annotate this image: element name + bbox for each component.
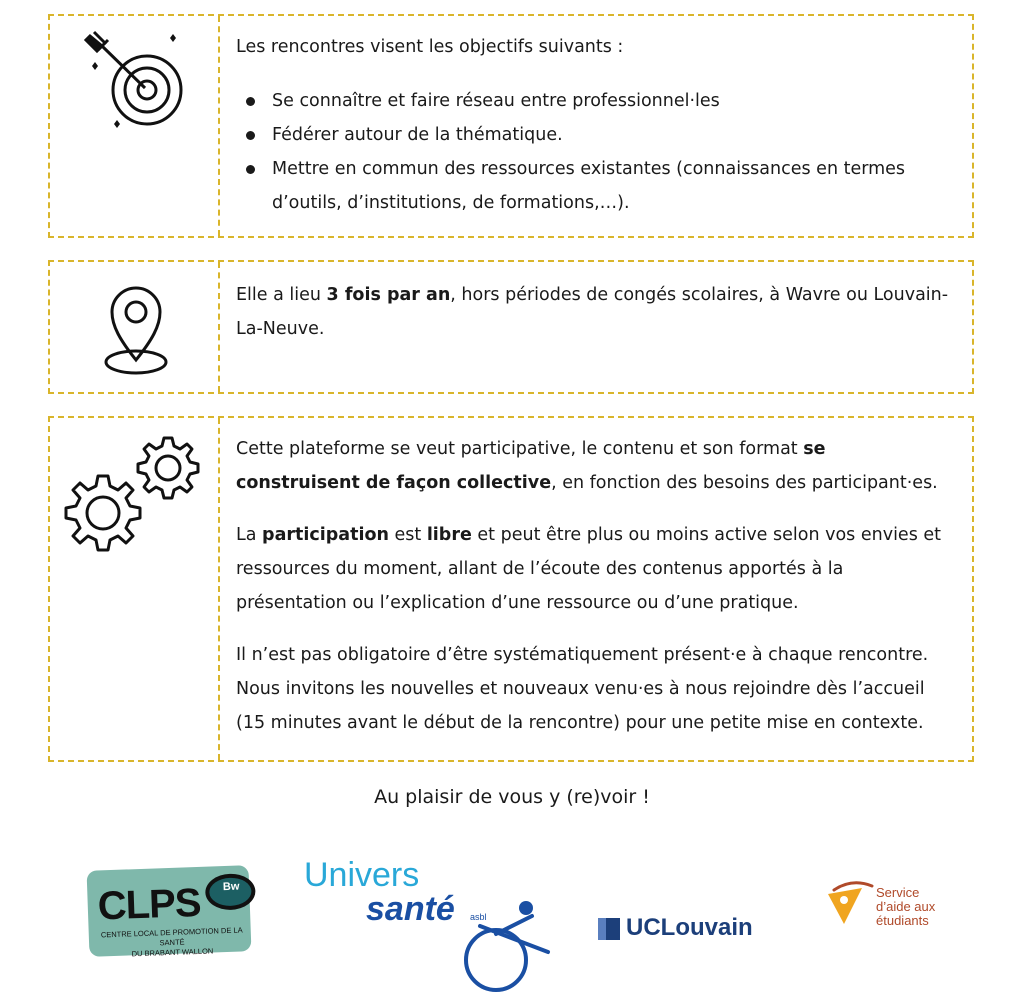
text-part: Cette plateforme se veut participative, le contenu et son format <box>236 439 804 459</box>
list-item: Mettre en commun des ressources existantes (connaissances en termes d’outils, d’institutions, de formations,…). <box>272 152 954 220</box>
sae-logo-text <box>876 886 935 928</box>
section-divider <box>218 262 220 392</box>
participation-paragraph-2 <box>236 518 954 620</box>
location-text <box>236 278 954 346</box>
uclouvain-square-accent <box>598 918 606 940</box>
list-item: Fédérer autour de la thématique. <box>272 118 954 152</box>
participation-content <box>236 432 954 740</box>
objectives-intro: Les rencontres visent les objectifs suivants : <box>236 37 624 57</box>
objectives-section <box>48 14 974 238</box>
sae-triangle-icon <box>822 876 882 936</box>
map-pin-icon <box>50 262 218 392</box>
sae-logo-line: étudiants <box>876 913 929 928</box>
univers-sante-word-1: Univers <box>304 856 420 894</box>
location-text-part: Elle a lieu <box>236 285 327 305</box>
clps-logo-word: CLPS <box>97 880 202 929</box>
univers-sante-suffix: asbl <box>470 912 487 922</box>
clps-logo-subtitle <box>97 925 248 960</box>
clps-logo-subtitle-line: CENTRE LOCAL DE PROMOTION DE LA SANTÉ <box>100 925 243 948</box>
location-frequency: 3 fois par an <box>326 285 451 305</box>
uclouvain-logo <box>598 914 778 944</box>
uclouvain-logo-text: UCLouvain <box>626 914 753 941</box>
sae-logo-line: d’aide aux <box>876 899 936 914</box>
target-icon <box>50 16 218 236</box>
objectives-list <box>236 84 954 220</box>
clps-logo-badge: Bw <box>222 880 240 894</box>
text-bold: participation <box>262 525 389 545</box>
sae-logo-line: Service <box>876 885 920 900</box>
list-item: Se connaître et faire réseau entre professionnel·les <box>272 84 954 118</box>
univers-sante-word-2: santé <box>366 890 455 928</box>
text-part: et peut être plus ou moins active selon vos envies et ressources du moment, allant de l’écoute des contenus apportés à la présentation ou l’explication d’une ressource ou d’une pratique. <box>236 525 942 613</box>
text-part: , en fonction des besoins des participant·es. <box>551 473 938 493</box>
univers-sante-logo <box>300 856 560 996</box>
location-text-part: , hors périodes de congés scolaires, à Wavre ou Louvain-La-Neuve. <box>236 285 949 339</box>
text-bold: libre <box>426 525 472 545</box>
section-divider <box>218 16 220 236</box>
clps-logo-subtitle-line: DU BRABANT WALLON <box>131 946 214 959</box>
sae-logo <box>822 876 962 946</box>
location-section <box>48 260 974 394</box>
text-part: est <box>388 525 427 545</box>
participation-section <box>48 416 974 762</box>
univers-sante-figure-icon <box>300 856 560 996</box>
gears-icon <box>50 418 218 760</box>
participation-paragraph-1 <box>236 432 954 500</box>
closing-message: Au plaisir de vous y (re)voir ! <box>374 786 650 808</box>
location-content <box>236 278 954 346</box>
section-divider <box>218 418 220 760</box>
clps-logo <box>87 865 252 957</box>
objectives-content <box>236 30 954 220</box>
participation-paragraph-3: Il n’est pas obligatoire d’être systématiquement présent·e à chaque rencontre. Nous invitons les nouvelles et nouveaux venu·es à nous rejoindre dès l’accueil (15 minutes avant le début de la rencontre) pour une petite mise en contexte. <box>236 645 929 733</box>
text-bold: se construisent de façon collective <box>236 439 826 493</box>
text-part: La <box>236 525 263 545</box>
